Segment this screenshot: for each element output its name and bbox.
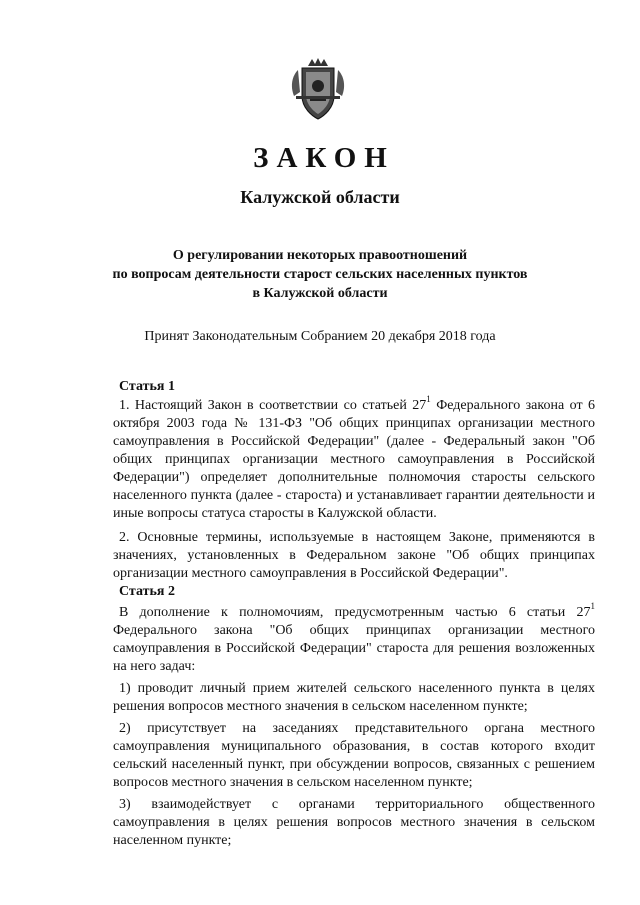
- article-1-p1-text-b: Федерального закона от 6 октября 2003 года № 131-ФЗ "Об общих принципах организации местного самоуправления в Российской Федерации" (далее - Федеральный закон "Об общих принципах организации местного самоуправления в Российской Федерации") определяет дополнительные полномочия старосты сельского населенного пункта (далее - староста) и устанавливает гарантии деятельности и иные вопросы статуса старосты в Калужской области.: [113, 398, 595, 521]
- law-subject-line-1: О регулировании некоторых правоотношений: [172, 248, 468, 263]
- article-1-heading: Статья 1: [119, 379, 175, 394]
- law-subject-line-2: по вопросам деятельности старост сельских населенных пунктов: [112, 267, 528, 282]
- adoption-date-line: Принят Законодательным Собранием 20 декабря 2018 года: [144, 329, 496, 344]
- law-region: Калужской области: [240, 187, 400, 207]
- article-1-paragraph-2: 2. Основные термины, используемые в настоящем Законе, применяются в значениях, установленных в Федеральном законе "Об общих принципах организации местного самоуправления в Российской Федерации".: [113, 530, 595, 581]
- article-2-item-2: 2) присутствует на заседаниях представительного органа местного самоуправления муниципального образования, в состав которого входит сельский населенный пункт, при обсуждении вопросов, связанных с решением вопросов местного значения в сельском населенном пункте;: [113, 721, 595, 790]
- article-2-item-1: 1) проводит личный прием жителей сельского населенного пункта в целях решения вопросов местного значения в сельском населенном пункте;: [113, 681, 595, 714]
- law-title: ЗАКОН: [253, 142, 395, 174]
- superscript: 1: [590, 601, 595, 612]
- article-1-p1-text-a: 1. Настоящий Закон в соответствии со статьей 27: [119, 398, 427, 413]
- law-subject: [0, 246, 640, 303]
- law-subject-line-3: в Калужской области: [252, 286, 388, 301]
- article-2: [113, 584, 595, 854]
- kaluga-coat-of-arms-icon: [290, 56, 346, 122]
- article-2-intro-text-a: В дополнение к полномочиям, предусмотренным частью 6 статьи 27: [119, 605, 591, 620]
- superscript: 1: [426, 394, 431, 405]
- article-2-item-3: 3) взаимодействует с органами территориального общественного самоуправления в целях решения вопросов местного значения в сельском населенном пункте;: [113, 797, 595, 848]
- article-2-intro: [113, 601, 595, 676]
- article-2-heading: Статья 2: [119, 584, 175, 599]
- article-2-intro-text-b: Федерального закона "Об общих принципах организации местного самоуправления в Российской Федерации" староста для решения возложенных на него задач:: [113, 623, 595, 674]
- article-1-paragraph-1: [113, 394, 595, 523]
- article-1: [113, 379, 595, 589]
